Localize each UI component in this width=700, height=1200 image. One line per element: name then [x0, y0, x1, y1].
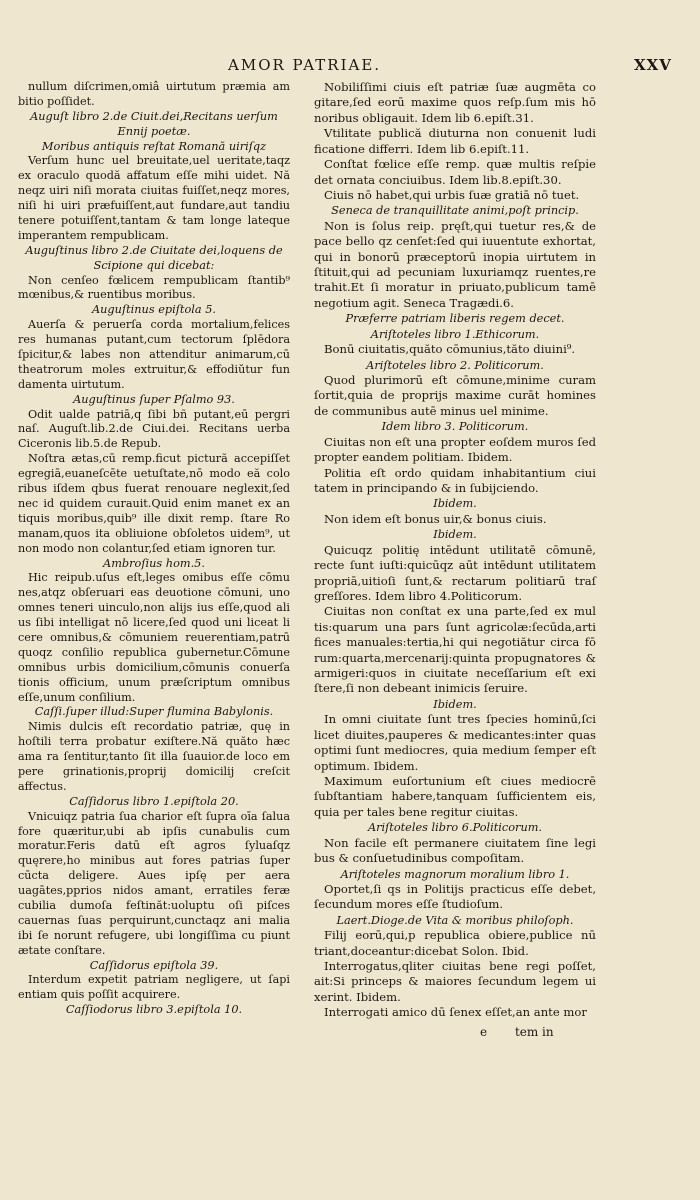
text-paragraph: Non is ſolus reip. pręſt,qui tuetur res,& de pace bello qz cenſet:ſed qui iuuentute exhortat, qui in bonorū præceptorū inopia uirtutem in ſtituit,qui ad pecuniam luxuriamqz ruentes,re trahit.Et ſi moratur in priuato,publicum tamē negotium agit. Seneca Tragædi.6. [314, 218, 596, 310]
text-paragraph: Filij eorū,qui,p republica obiere,publice nū triant,doceantur:dicebat Solon. Ibid. [314, 928, 596, 958]
running-title: AMOR PATRIAE. [228, 56, 382, 74]
signature-mark: e [480, 1025, 488, 1039]
source-citation: Caſſiodorus libro 3.epiſtola 10. [65, 1003, 243, 1017]
source-citation: Auguſtinus ſuper Pſalmo 93. [73, 392, 235, 406]
text-paragraph: Non cenſeo fœlicem rempublicam ſtantib⁹ mœnibus,& ruentibus moribus. [18, 273, 290, 302]
text-paragraph: Verſum hunc uel breuitate,uel ueritate,taqz ex oraculo quodă affatum eſſe mihi uidet. Nă neqz uiri niſi morata ciuitas fuiſſet,neqz mores, niſi hi uiri præfuiſſent,aut fundare,aut tandiu tenere potuiſſent,tantam & tam longe lateque imperantem rempublicam. [18, 154, 290, 242]
text-paragraph: Nimis dulcis eſt recordatio patriæ, quę in hoſtili terra probatur exiſtere.Nă quăto hæc ama ra ſentitur,tanto ſit illa ſuauior.de loco em pere grinationis,proprij domicilij creſcit affectus. [18, 720, 290, 793]
text-paragraph: Auerſa & peruerſa corda mortalium,felices res humanas putant,cum tectorum ſplēdora ſpicitur,& labes non attenditur animarum,cū theatrorum moles extruitur,& effodiŭtur fun damenta uirtutum. [18, 318, 290, 391]
text-paragraph: Vnicuiqz patria ſua charior eſt ſupra oīa ſalua fore quæritur,ubi ab ipſis cunabulis cum moratur.Feris datū eſt agros ſyluaſqz quęrere,ho minibus aut fores patrias ſuper cūcta deligere. Aues ipſę per aera uagātes,pprios nidos amant, erratiles feræ cubilia dumoſa feſtinăt:uoluptu oſi piſces cauernas ſuas perquirunt,cunctaqz ani malia ibi ſe norunt refugere, ubi longiſſima cu piunt ætate conſtare. [18, 809, 290, 957]
source-citation: Caſſidorus epiſtola 39. [89, 958, 219, 972]
text-paragraph: Interrogatus,qliter ciuitas bene regi poſſet, ait:Si princeps & maiores ſecundum legem ui xerint. Ibidem. [314, 959, 596, 1004]
right-column [314, 80, 596, 1021]
source-citation: Caſſidorus libro 1.epiſtola 20. [69, 794, 239, 808]
text-paragraph: Conſtat fœlice eſſe remp. quæ multis reſpi̇e det ornata conciuibus. Idem lib.8.epiſt.30. [314, 157, 596, 187]
catchword: tem in [514, 1025, 554, 1039]
text-paragraph: Quod plurimorū eſt cōmune,minime curam ſortit,quia de proprijs maxime curāt homines de communibus autē minus uel minime. [314, 373, 596, 418]
text-paragraph: Nobiliſſimi ciuis eſt patriæ ſuæ augmēta co gitare,ſed eorū maxime quos reſp.ſum mis hō noribus obligauit. Idem lib 6.epiſt.31. [314, 80, 596, 125]
text-paragraph: Maximum euſortunium eſt ciues mediocrē ſubſtantiam habere,tanquam ſufficientem eis, quia per tales bene regitur ciuitas. [314, 773, 596, 819]
source-citation: Ariſtoteles libro 2. Politicorum. [366, 358, 544, 372]
text-paragraph: Hic reipub.uſus eſt,leges omibus eſſe cōmu nes,atqz obſeruari eas deuotione cōmuni, uno omnes teneri uinculo,non alijs ius eſſe,quod ali us ſibi intelligat nō licere,ſed quod uni liceat li cere omnibus,& cōmuniem reuerentiam,patrū quoqz conſilio republica gubernetur.Cōmune omnibus urbis domicilium,cōmunis conuerſa tionis officium, unum præſcriptum omnibus eſſe,unum conſilium. [18, 571, 290, 704]
source-citation: Idem libro 3. Politicorum. [381, 420, 529, 434]
source-citation: Ambroſius hom.5. [103, 556, 205, 570]
text-paragraph: Odit ualde patriā,q ſibi bñ putant,eū pergri naſ. Auguſt.lib.2.de Ciui.dei. Recitans uerba Ciceronis lib.5.de Repub. [18, 407, 290, 451]
text-paragraph: Bonū ciuitatis,quăto cōmunius,tăto diuini⁹. [324, 342, 576, 357]
source-citation: Ennij poetæ. [117, 124, 191, 138]
source-citation: Auguſtinus libro 2.de Ciuitate dei,loquens de [25, 243, 283, 257]
source-citation: Seneca de tranquillitate animi,poſt princip. [331, 204, 579, 218]
text-paragraph: Ciuitas non conſtat ex una parte,ſed ex mul tis:quarum una pars ſunt agricolæ:ſecūda,arti fices manuales:tertia,hi qui negotiătur circa fō rum:quarta,mercenarij:quinta propugnatores & armigeri:quos in ciuitate neceſſarium eſt exi ſtere,ſi non debeant inimicis ſeruire. [314, 604, 596, 696]
folio-number: XXV [634, 56, 672, 74]
text-paragraph: Interdum expetit patriam negligere, ut ſapi entiam quis poſſit acquirere. [18, 973, 290, 1002]
source-citation: Auguſt libro 2.de Ciuit.dei,Recitans uerſum [30, 109, 278, 123]
text-paragraph: Non facile eſt permanere ciuitatem ſine legi bus & conſuetudinibus compoſitam. [314, 835, 596, 866]
text-paragraph: Quicuqz politię intēdunt utilitatē cōmunē, recte ſunt iuſti:quicūqz aūt intēdunt utilitatem propriā,uitioſi ſunt,& rectarum politiarū traſ greſſores. Idem libro 4.Politicorum. [314, 542, 596, 603]
source-citation: Ibidem. [433, 528, 477, 542]
source-citation: Ibidem. [433, 497, 477, 511]
source-citation: Ariſtoteles libro 1.Ethicorum. [370, 327, 540, 341]
text-paragraph: In omni ciuitate ſunt tres ſpecies hominū,ſci licet diuites,pauperes & medicantes:inter quas optimi ſunt mediocres, quia medium ſemper eſt optimum. Ibidem. [314, 712, 596, 773]
text-paragraph: Oportet,ſi qs in Politijs practicus eſſe debet, ſecundum mores eſſe ſtudioſum. [314, 881, 596, 912]
text-paragraph: Non idem eſt bonus uir,& bonus ciuis. [324, 511, 547, 526]
text-paragraph: Noſtra ætas,cū remp.ficut pictură accepiſſet egregiā,euaneſcēte uetuſtate,nō modo eă colo ribus iſdem qbus fuerat renouare neglexit,ſed nec id quidem curauit.Quid enim manet ex an tiquis moribus,quib⁹ ille dixit remp. ſtare Ro manam,quos ita obliuione obſoletos uidem⁹, ut non modo non colantur,ſed etiam ignoren tur. [18, 452, 290, 555]
source-citation: Moribus antiquis reſtat Romană uiriſqz [41, 139, 267, 153]
text-paragraph: Vtilitate publică diuturna non conuenit ludi ficatione differri. Idem lib 6.epiſt.11. [314, 126, 596, 156]
left-column [18, 80, 290, 1018]
source-citation: Ibidem. [433, 697, 477, 711]
source-citation: Laert.Dioge.de Vita & moribus philoſoph. [336, 913, 574, 927]
text-paragraph: Politia eſt ordo quidam inhabitantium ciui tatem in principando & in ſubijciendo. [314, 465, 596, 495]
text-paragraph: nullum diſcrimen,omiâ uirtutum præmia am bitio poſſidet. [18, 80, 290, 108]
source-citation: Scipione qui dicebat: [93, 258, 215, 272]
source-citation: Ariſtoteles magnorum moralium libro 1. [340, 867, 570, 881]
text-paragraph: Ciuitas non eſt una propter eoſdem muros ſed propter eandem politiam. Ibidem. [314, 434, 596, 465]
running-head [0, 56, 700, 80]
source-citation: Ariſtoteles libro 6.Politicorum. [367, 821, 543, 835]
text-paragraph: Ciuis nō habet,qui urbis ſuæ gratiā nō tuet. [324, 187, 580, 202]
catchword-line [480, 1025, 600, 1039]
source-citation: Præferre patriam liberis regem decet. [345, 312, 565, 326]
source-citation: Caſſi.ſuper illud:Super flumina Babylonis. [34, 705, 274, 719]
text-paragraph: Interrogati amico dū ſenex eſſet,an ante mor [324, 1005, 587, 1020]
source-citation: Auguſtinus epiſtola 5. [92, 303, 216, 317]
